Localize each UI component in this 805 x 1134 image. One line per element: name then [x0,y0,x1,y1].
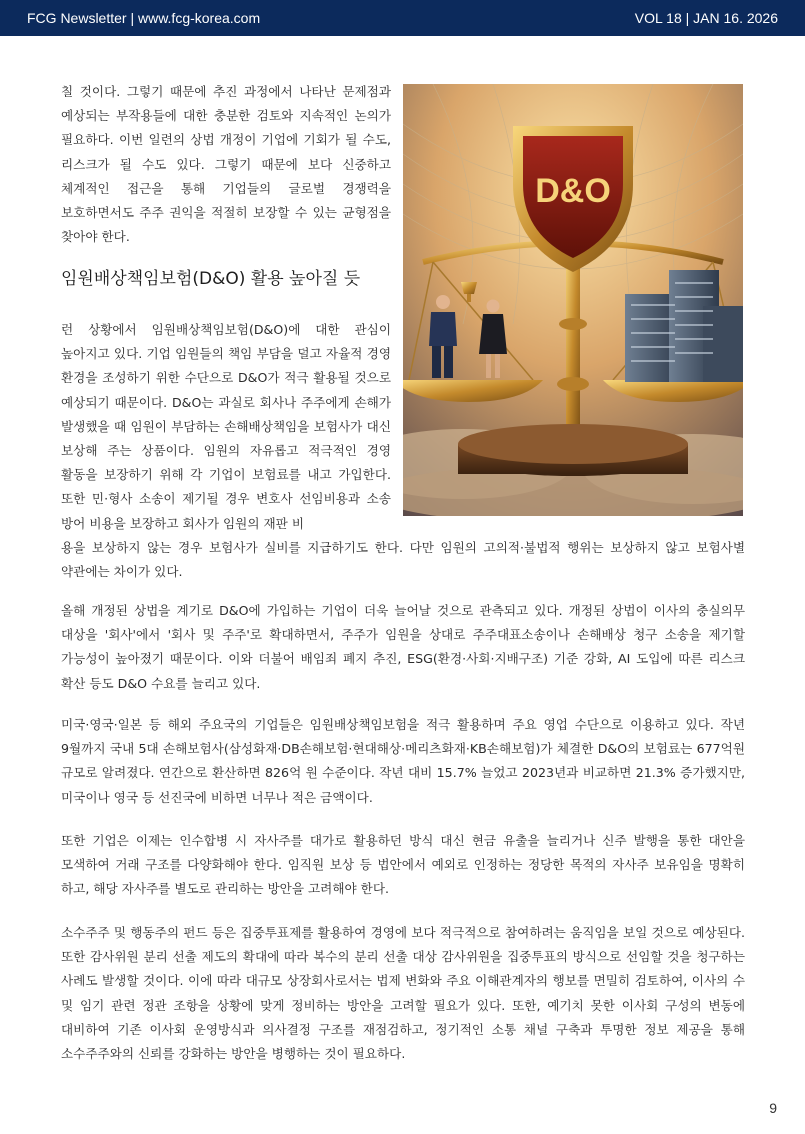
page-number: 9 [769,1100,777,1116]
paragraph-law-revision: 올해 개정된 상법을 계기로 D&O에 가입하는 기업이 더욱 늘어날 것으로 관측되고 있다. 개정된 상법이 이사의 충실의무 대상을 '회사'에서 '회사 및 주주'로 확대하면서, 주주가 임원을 상대로 주주대표소송이나 손해배상 청구 소송을 제기할 가능성이 높아졌기 때문이다. 이와 더불어 배임죄 폐지 추진, ESG(환경·사회·지배구조) 기준 강화, AI 도입에 따른 리스크 확산 등도 D&O 수요를 늘리고 있다. [61,603,745,691]
do-paragraph-part-2: 용을 보상하지 않는 경우 보험사가 실비를 지급하기도 한다. 다만 임원의 고의적·불법적 행위는 보상하지 않고 보험사별 약관에는 차이가 있다. [61,540,745,580]
intro-paragraph: 칠 것이다. 그렇기 때문에 추진 과정에서 나타난 문제점과 예상되는 부작용들에 대한 충분한 검토와 지속적인 논의가 필요하다. 이번 일련의 상법 개정이 기업에 기회가 될 수도, 리스크가 될 수도 있다. 그렇기 때문에 보다 신중하고 체계적인 접근을 통해 기업들의 글로벌 경쟁력을 보호하면서도 주주 권익을 적절히 보장할 수 있는 균형점을 찾아야 한다. [61,84,391,245]
paragraph-overseas-premiums: 미국·영국·일본 등 해외 주요국의 기업들은 임원배상책임보험을 적극 활용하며 주요 영업 수단으로 이용하고 있다. 작년 9월까지 국내 5대 손해보험사(삼성화재·DB손해보험·현대해상·메리츠화재·KB손해보험)가 체결한 D&O의 보험료는 677억원 규모로 알려졌다. 연간으로 환산하면 826억 원 수준이다. 작년 대비 15.7% 늘었고 2023년과 비교하면 21.3% 증가했지만, 미국이나 영국 등 선진국에 비하면 너무나 적은 금액이다. [61,717,745,805]
header-site-text: FCG Newsletter | www.fcg-korea.com [27,10,261,26]
section-heading: 임원배상책임보험(D&O) 활용 높아질 듯 [61,269,361,289]
paragraph-minority-shareholders: 소수주주 및 행동주의 펀드 등은 집중투표제를 활용하여 경영에 보다 적극적으로 참여하려는 움직임을 보일 것으로 예상된다. 또한 감사위원 분리 선출 제도의 확대에 따라 복수의 분리 선출 대상 감사위원을 집중투표의 방식으로 선임할 것을 청구하는 사례도 발생할 것이다. 이에 따라 대규모 상장회사로서는 법제 변화와 주요 이해관계자의 행보를 면밀히 검토하여, 이사의 수 및 임기 관련 정관 조항을 상황에 맞게 정비하는 방안을 고려할 필요가 있다. 또한, 예기치 못한 이사회 구성의 변동에 대비하여 기존 이사회 운영방식과 의사결정 구조를 재점검하고, 정기적인 소통 채널 구축과 투명한 정보 제공을 통해 소수주주와의 신뢰를 강화하는 방안을 병행하는 것이 필요하다. [61,925,745,1062]
do-paragraph-part-1: 런 상황에서 임원배상책임보험(D&O)에 대한 관심이 높아지고 있다. 기업 임원들의 책임 부담을 덜고 자율적 경영 환경을 조성하기 위한 수단으로 D&O가 적극 활용될 것으로 예상되기 때문이다. D&O는 과실로 회사나 주주에게 손해가 발생했을 때 임원이 부담하는 손해배상책임을 보험사가 대신 보상해 주는 상품이다. 임원의 자유롭고 적극적인 경영 활동을 보장하기 위해 각 기업이 보험료를 내고 가입한다. 또한 민·형사 소송이 제기될 경우 변호사 선임비용과 소송 방어 비용을 보장하고 회사가 임원의 재판 비 [61,322,391,531]
do-balance-scale-illustration [403,84,743,516]
paragraph-treasury-stock: 또한 기업은 이제는 인수합병 시 자사주를 대가로 활용하던 방식 대신 현금 유출을 늘리거나 신주 발행을 통한 대안을 모색하여 거래 구조를 다양화해야 한다. 임직원 보상 등 법안에서 예외로 인정하는 정당한 목적의 자사주 보유임을 명확히 하고, 해당 자사주를 별도로 관리하는 방안을 고려해야 한다. [61,833,745,897]
svg-text:D&O: D&O [535,172,611,210]
header-issue-text: VOL 18 | JAN 16. 2026 [634,10,778,26]
newsletter-header-bar [0,0,805,36]
